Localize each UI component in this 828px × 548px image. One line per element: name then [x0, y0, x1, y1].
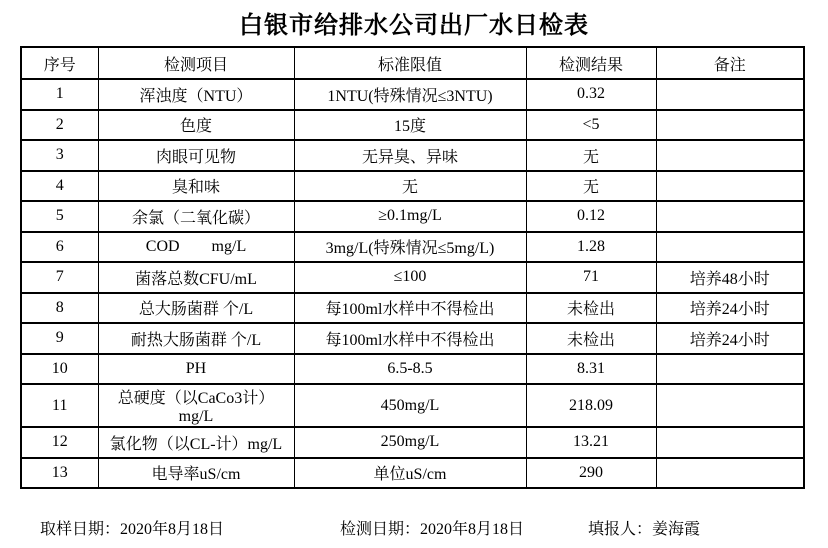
row-item: PH: [98, 354, 294, 385]
row-result: <5: [526, 110, 656, 141]
row-note: [656, 384, 804, 427]
row-limit: 6.5-8.5: [294, 354, 526, 385]
row-result: 290: [526, 458, 656, 489]
row-no: 4: [21, 171, 98, 202]
row-note: [656, 140, 804, 171]
row-limit: 1NTU(特殊情况≤3NTU): [294, 79, 526, 110]
row-no: 7: [21, 262, 98, 293]
table-row: [21, 79, 804, 110]
row-note: 培养48小时: [656, 262, 804, 293]
row-item: 耐热大肠菌群 个/L: [98, 323, 294, 354]
row-result: 71: [526, 262, 656, 293]
header-note: 备注: [656, 47, 804, 79]
row-note: [656, 79, 804, 110]
row-item: 菌落总数CFU/mL: [98, 262, 294, 293]
row-result: 未检出: [526, 323, 656, 354]
table-row: [21, 110, 804, 141]
row-no: 11: [21, 384, 98, 427]
table-row: [21, 384, 804, 427]
row-item: COD mg/L: [98, 232, 294, 263]
table-row: [21, 232, 804, 263]
row-limit: 3mg/L(特殊情况≤5mg/L): [294, 232, 526, 263]
row-note: [656, 427, 804, 458]
row-no: 10: [21, 354, 98, 385]
inspection-table: [20, 46, 805, 489]
header-no: 序号: [21, 47, 98, 79]
row-no: 8: [21, 293, 98, 324]
table-header: [21, 47, 804, 79]
header-item: 检测项目: [98, 47, 294, 79]
row-note: 培养24小时: [656, 323, 804, 354]
table-row: [21, 458, 804, 489]
table-row: [21, 201, 804, 232]
row-no: 13: [21, 458, 98, 489]
row-limit: 450mg/L: [294, 384, 526, 427]
row-limit: ≥0.1mg/L: [294, 201, 526, 232]
row-result: 8.31: [526, 354, 656, 385]
table-row: [21, 323, 804, 354]
row-note: [656, 232, 804, 263]
row-limit: 无: [294, 171, 526, 202]
table-body: [21, 79, 804, 488]
row-no: 1: [21, 79, 98, 110]
row-result: 0.12: [526, 201, 656, 232]
row-note: [656, 458, 804, 489]
table-row: [21, 262, 804, 293]
row-note: [656, 110, 804, 141]
row-item: 色度: [98, 110, 294, 141]
row-item: 氯化物（以CL-计）mg/L: [98, 427, 294, 458]
row-note: [656, 201, 804, 232]
row-item: 臭和味: [98, 171, 294, 202]
row-item: 总大肠菌群 个/L: [98, 293, 294, 324]
row-no: 5: [21, 201, 98, 232]
table-row: [21, 293, 804, 324]
row-note: 培养24小时: [656, 293, 804, 324]
footer: [0, 516, 828, 540]
row-no: 12: [21, 427, 98, 458]
row-item: 肉眼可见物: [98, 140, 294, 171]
row-no: 2: [21, 110, 98, 141]
row-result: 未检出: [526, 293, 656, 324]
table-row: [21, 140, 804, 171]
header-row: [21, 47, 804, 79]
row-limit: 15度: [294, 110, 526, 141]
table-row: [21, 354, 804, 385]
row-item: 余氯（二氧化碳）: [98, 201, 294, 232]
row-limit: 每100ml水样中不得检出: [294, 323, 526, 354]
row-item: 总硬度（以CaCo3计）mg/L: [98, 384, 294, 427]
row-limit: 单位uS/cm: [294, 458, 526, 489]
reporter-name: 填报人：姜海霞: [588, 521, 701, 538]
row-note: [656, 171, 804, 202]
row-result: 218.09: [526, 384, 656, 427]
row-item: 电导率uS/cm: [98, 458, 294, 489]
page-title: 白银市给排水公司出厂水日检表: [239, 13, 589, 39]
row-result: 0.32: [526, 79, 656, 110]
table-row: [21, 171, 804, 202]
row-note: [656, 354, 804, 385]
row-no: 3: [21, 140, 98, 171]
testing-date: 检测日期：2020年8月18日: [340, 521, 525, 538]
row-limit: 每100ml水样中不得检出: [294, 293, 526, 324]
row-result: 无: [526, 171, 656, 202]
row-limit: 250mg/L: [294, 427, 526, 458]
row-result: 1.28: [526, 232, 656, 263]
sampling-date: 取样日期：2020年8月18日: [40, 521, 225, 538]
row-no: 6: [21, 232, 98, 263]
row-limit: ≤100: [294, 262, 526, 293]
table-row: [21, 427, 804, 458]
row-result: 13.21: [526, 427, 656, 458]
row-item: 浑浊度（NTU）: [98, 79, 294, 110]
row-limit: 无异臭、异味: [294, 140, 526, 171]
header-result: 检测结果: [526, 47, 656, 79]
row-result: 无: [526, 140, 656, 171]
row-no: 9: [21, 323, 98, 354]
header-limit: 标准限值: [294, 47, 526, 79]
